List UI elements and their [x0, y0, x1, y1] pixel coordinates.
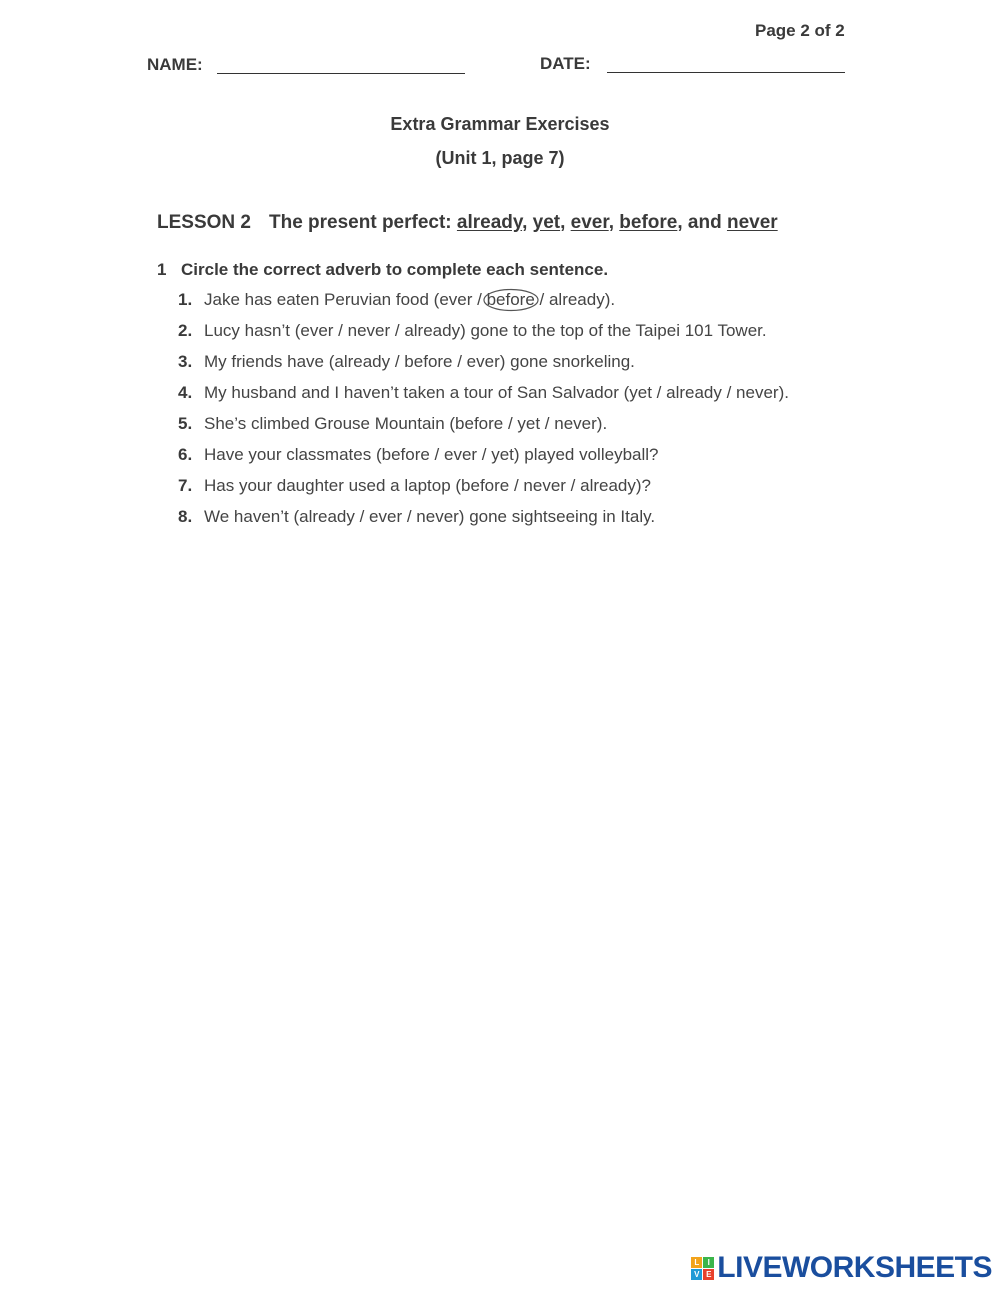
lesson-prefix: The present perfect:: [268, 212, 452, 233]
lesson-separator: ,: [677, 212, 683, 233]
item-number: 6.: [178, 445, 193, 464]
exercise-item-6: [178, 444, 789, 475]
item-text[interactable]: Has your daughter used a laptop (before / never / already)?: [204, 476, 651, 495]
item-text-after: / already).: [539, 290, 616, 309]
exercise-item-7: [178, 475, 789, 506]
item-number: 5.: [178, 414, 193, 433]
item-text[interactable]: We haven’t (already / ever / never) gone sightseeing in Italy.: [204, 507, 656, 526]
item-text[interactable]: She’s climbed Grouse Mountain (before / yet / never).: [204, 414, 608, 433]
exercise-number: 1: [157, 260, 167, 279]
exercise-item-5: [178, 413, 789, 444]
worksheet-subtitle: (Unit 1, page 7): [435, 148, 565, 168]
logo-block: V: [691, 1269, 702, 1280]
worksheet-title: Extra Grammar Exercises: [390, 114, 610, 134]
item-text[interactable]: My husband and I haven’t taken a tour of San Salvador (yet / already / never).: [204, 383, 789, 402]
lesson-separator: ,: [522, 212, 528, 233]
item-number: 4.: [178, 383, 193, 402]
lesson-word-ever: ever: [570, 212, 609, 233]
exercise-list: [178, 289, 789, 537]
exercise-item-3: [178, 351, 789, 382]
exercise-item-1: [178, 289, 789, 320]
logo-block: L: [691, 1257, 702, 1268]
exercise-instruction: [157, 260, 608, 280]
item-text[interactable]: Have your classmates (before / ever / yet) played volleyball?: [204, 445, 659, 464]
name-label: NAME:: [147, 55, 203, 74]
item-text[interactable]: My friends have (already / before / ever) gone snorkeling.: [204, 352, 635, 371]
lesson-word-before: before: [619, 212, 678, 233]
lesson-conjunction: and: [687, 212, 722, 233]
logo-block: E: [703, 1269, 714, 1280]
name-line: [217, 73, 465, 74]
date-line: [607, 72, 845, 73]
item-text-before: Jake has eaten Peruvian food (ever /: [204, 290, 482, 309]
item-number: 1.: [178, 290, 193, 309]
lesson-heading: [157, 212, 778, 234]
item-number: 3.: [178, 352, 193, 371]
page-number: Page 2 of 2: [755, 21, 845, 40]
exercise-item-2: [178, 320, 789, 351]
logo-blocks-icon: [691, 1257, 714, 1280]
circled-answer[interactable]: [487, 289, 535, 311]
lesson-word-never: never: [726, 212, 778, 233]
lesson-separator: ,: [560, 212, 566, 233]
date-label: DATE:: [540, 54, 591, 73]
instruction-text: Circle the correct adverb to complete each sentence.: [181, 260, 609, 279]
item-number: 8.: [178, 507, 193, 526]
circled-answer-text: before: [486, 290, 535, 309]
logo-block: I: [703, 1257, 714, 1268]
lesson-separator: ,: [608, 212, 614, 233]
lesson-word-already: already: [456, 212, 523, 233]
exercise-item-8: [178, 506, 789, 537]
lesson-label: LESSON 2: [157, 212, 251, 233]
lesson-word-yet: yet: [532, 212, 561, 233]
liveworksheets-logo[interactable]: [691, 1251, 992, 1285]
item-number: 7.: [178, 476, 193, 495]
item-text[interactable]: Lucy hasn’t (ever / never / already) gone to the top of the Taipei 101 Tower.: [204, 321, 767, 340]
item-number: 2.: [178, 321, 193, 340]
logo-text: LIVEWORKSHEETS: [717, 1251, 992, 1284]
exercise-item-4: [178, 382, 789, 413]
